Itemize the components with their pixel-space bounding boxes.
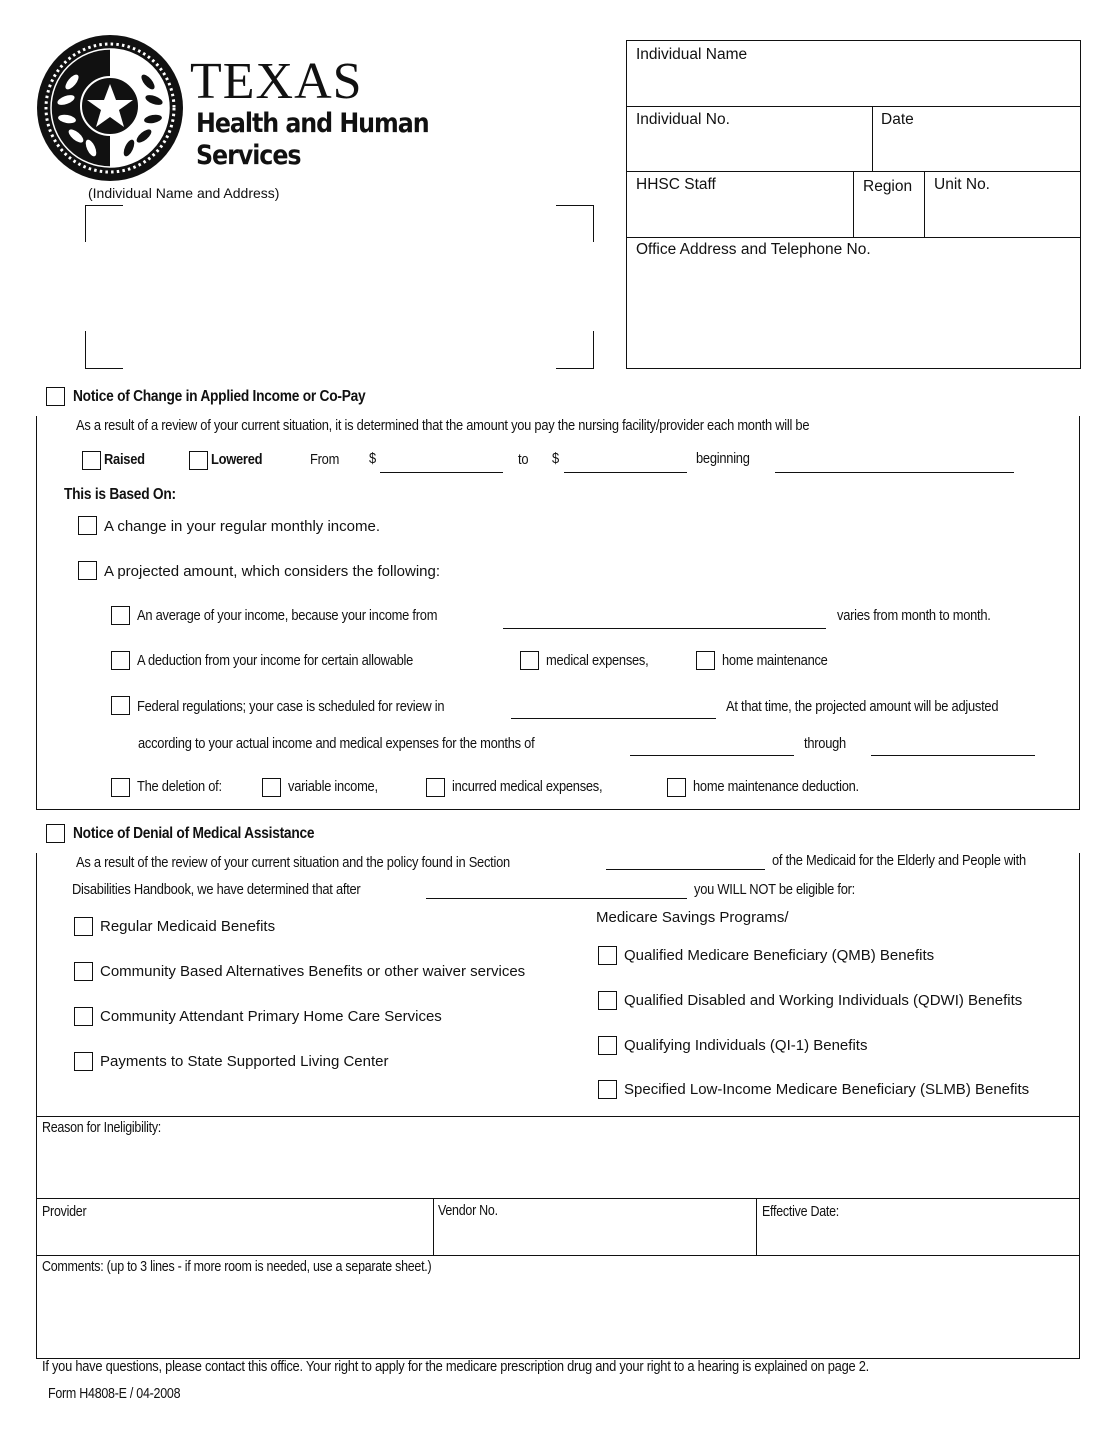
denial-notice-title: Notice of Denial of Medical Assistance (73, 825, 315, 842)
dollar-sign-from: $ (369, 450, 376, 467)
home-maintenance-deduction-checkbox[interactable] (667, 778, 686, 797)
region-field[interactable] (854, 172, 924, 237)
date-field[interactable] (873, 107, 1080, 171)
average-income-suffix: varies from month to month. (837, 607, 991, 624)
logo-texas-text: TEXAS (190, 53, 363, 110)
individual-name-field[interactable] (627, 41, 1080, 106)
deduction-checkbox[interactable] (111, 651, 130, 670)
vendor-no-label: Vendor No. (438, 1203, 498, 1219)
state-living-center-checkbox[interactable] (74, 1052, 93, 1071)
unit-no-label: Unit No. (934, 176, 990, 193)
community-based-alternatives-label: Community Based Alternatives Benefits or other waiver services (100, 963, 526, 980)
denial-intro-part4: you WILL NOT be eligible for: (694, 881, 856, 898)
comments-label: Comments: (up to 3 lines - if more room is needed, use a separate sheet.) (42, 1259, 432, 1275)
home-maintenance-label: home maintenance (722, 652, 828, 669)
variable-income-label: variable income, (288, 778, 378, 795)
state-living-center-label: Payments to State Supported Living Center (100, 1053, 389, 1070)
provider-field[interactable] (37, 1199, 433, 1255)
according-text: according to your actual income and medical expenses for the months of (138, 735, 535, 752)
reason-ineligibility-field[interactable] (37, 1117, 1079, 1198)
qmb-checkbox[interactable] (598, 946, 617, 965)
deletion-label: The deletion of: (137, 778, 222, 795)
change-notice-title: Notice of Change in Applied Income or Co-Pay (73, 388, 366, 405)
community-attendant-label: Community Attendant Primary Home Care Services (100, 1008, 442, 1025)
raised-checkbox[interactable] (82, 451, 101, 470)
to-label: to (518, 451, 529, 468)
from-amount-input[interactable] (380, 472, 503, 473)
regular-medicaid-checkbox[interactable] (74, 917, 93, 936)
incurred-medical-label: incurred medical expenses, (452, 778, 603, 795)
hhsc-staff-label: HHSC Staff (636, 176, 716, 193)
qmb-label: Qualified Medicare Beneficiary (QMB) Benefits (624, 947, 935, 964)
policy-section-input[interactable] (606, 869, 765, 870)
lowered-checkbox[interactable] (189, 451, 208, 470)
based-on-heading: This is Based On: (64, 486, 176, 503)
beginning-date-input[interactable] (775, 472, 1014, 473)
qdwi-checkbox[interactable] (598, 991, 617, 1010)
variable-income-checkbox[interactable] (262, 778, 281, 797)
date-label: Date (881, 111, 914, 128)
slmb-checkbox[interactable] (598, 1080, 617, 1099)
beginning-label: beginning (696, 450, 750, 467)
office-address-field[interactable] (627, 238, 1080, 368)
qdwi-label: Qualified Disabled and Working Individuals (QDWI) Benefits (624, 992, 1023, 1009)
months-through-input[interactable] (871, 755, 1035, 756)
office-address-label: Office Address and Telephone No. (636, 241, 871, 258)
medicare-savings-heading: Medicare Savings Programs/ (596, 909, 789, 926)
slmb-label: Specified Low-Income Medicare Beneficiary (SLMB) Benefits (624, 1081, 1030, 1098)
deletion-checkbox[interactable] (111, 778, 130, 797)
income-source-input[interactable] (503, 628, 826, 629)
months-from-input[interactable] (630, 755, 794, 756)
review-date-input[interactable] (511, 718, 716, 719)
average-income-checkbox[interactable] (111, 606, 130, 625)
after-date-input[interactable] (426, 898, 687, 899)
region-label: Region (863, 178, 913, 195)
incurred-medical-checkbox[interactable] (426, 778, 445, 797)
denial-intro-part1: As a result of the review of your current situation and the policy found in Section (76, 854, 510, 871)
individual-no-label: Individual No. (636, 111, 730, 128)
individual-no-field[interactable] (627, 107, 872, 171)
effective-date-label: Effective Date: (762, 1204, 839, 1220)
change-notice-checkbox[interactable] (46, 387, 65, 406)
effective-date-field[interactable] (757, 1199, 1079, 1255)
projected-amount-label: A projected amount, which considers the following: (104, 563, 441, 580)
change-intro-text: As a result of a review of your current situation, it is determined that the amount you pay the nursing facility/provider each month will be (76, 417, 810, 434)
unit-no-field[interactable] (925, 172, 1080, 237)
deduction-label: A deduction from your income for certain allowable (137, 652, 414, 669)
logo-hhs-line2: Services (196, 140, 301, 171)
lowered-label: Lowered (211, 451, 263, 468)
qi1-checkbox[interactable] (598, 1036, 617, 1055)
individual-name-label: Individual Name (636, 46, 748, 63)
community-attendant-checkbox[interactable] (74, 1007, 93, 1026)
average-income-label: An average of your income, because your income from (137, 607, 438, 624)
provider-label: Provider (42, 1204, 87, 1220)
comments-field[interactable] (37, 1256, 1079, 1358)
denial-intro-part3: Disabilities Handbook, we have determined that after (72, 881, 361, 898)
qi1-label: Qualifying Individuals (QI-1) Benefits (624, 1037, 868, 1054)
address-block-label: (Individual Name and Address) (88, 185, 280, 201)
vendor-no-field[interactable] (434, 1199, 756, 1255)
federal-regulations-label: Federal regulations; your case is scheduled for review in (137, 698, 445, 715)
denial-intro-part2: of the Medicaid for the Elderly and People with (772, 852, 1026, 869)
raised-label: Raised (104, 451, 145, 468)
footer-note: If you have questions, please contact this office. Your right to apply for the medicare prescription drug and your right to a hearing is explained on page 2. (42, 1358, 869, 1375)
to-amount-input[interactable] (564, 472, 687, 473)
regular-income-change-label: A change in your regular monthly income. (104, 518, 380, 535)
projected-amount-checkbox[interactable] (78, 561, 97, 580)
from-label: From (310, 451, 340, 468)
form-number: Form H4808-E / 04-2008 (48, 1386, 181, 1402)
federal-regulations-checkbox[interactable] (111, 696, 130, 715)
denial-notice-checkbox[interactable] (46, 824, 65, 843)
home-maintenance-checkbox[interactable] (696, 651, 715, 670)
medical-expenses-label: medical expenses, (546, 652, 649, 669)
through-label: through (804, 735, 846, 752)
logo-hhs-line1: Health and Human (196, 108, 429, 139)
federal-regulations-suffix: At that time, the projected amount will be adjusted (726, 698, 999, 715)
medical-expenses-checkbox[interactable] (520, 651, 539, 670)
dollar-sign-to: $ (552, 450, 559, 467)
community-based-alternatives-checkbox[interactable] (74, 962, 93, 981)
reason-ineligibility-label: Reason for Ineligibility: (42, 1120, 162, 1136)
hhsc-staff-field[interactable] (627, 172, 853, 237)
regular-income-change-checkbox[interactable] (78, 516, 97, 535)
home-maintenance-deduction-label: home maintenance deduction. (693, 778, 859, 795)
texas-star-seal-icon (36, 34, 184, 182)
regular-medicaid-label: Regular Medicaid Benefits (100, 918, 276, 935)
